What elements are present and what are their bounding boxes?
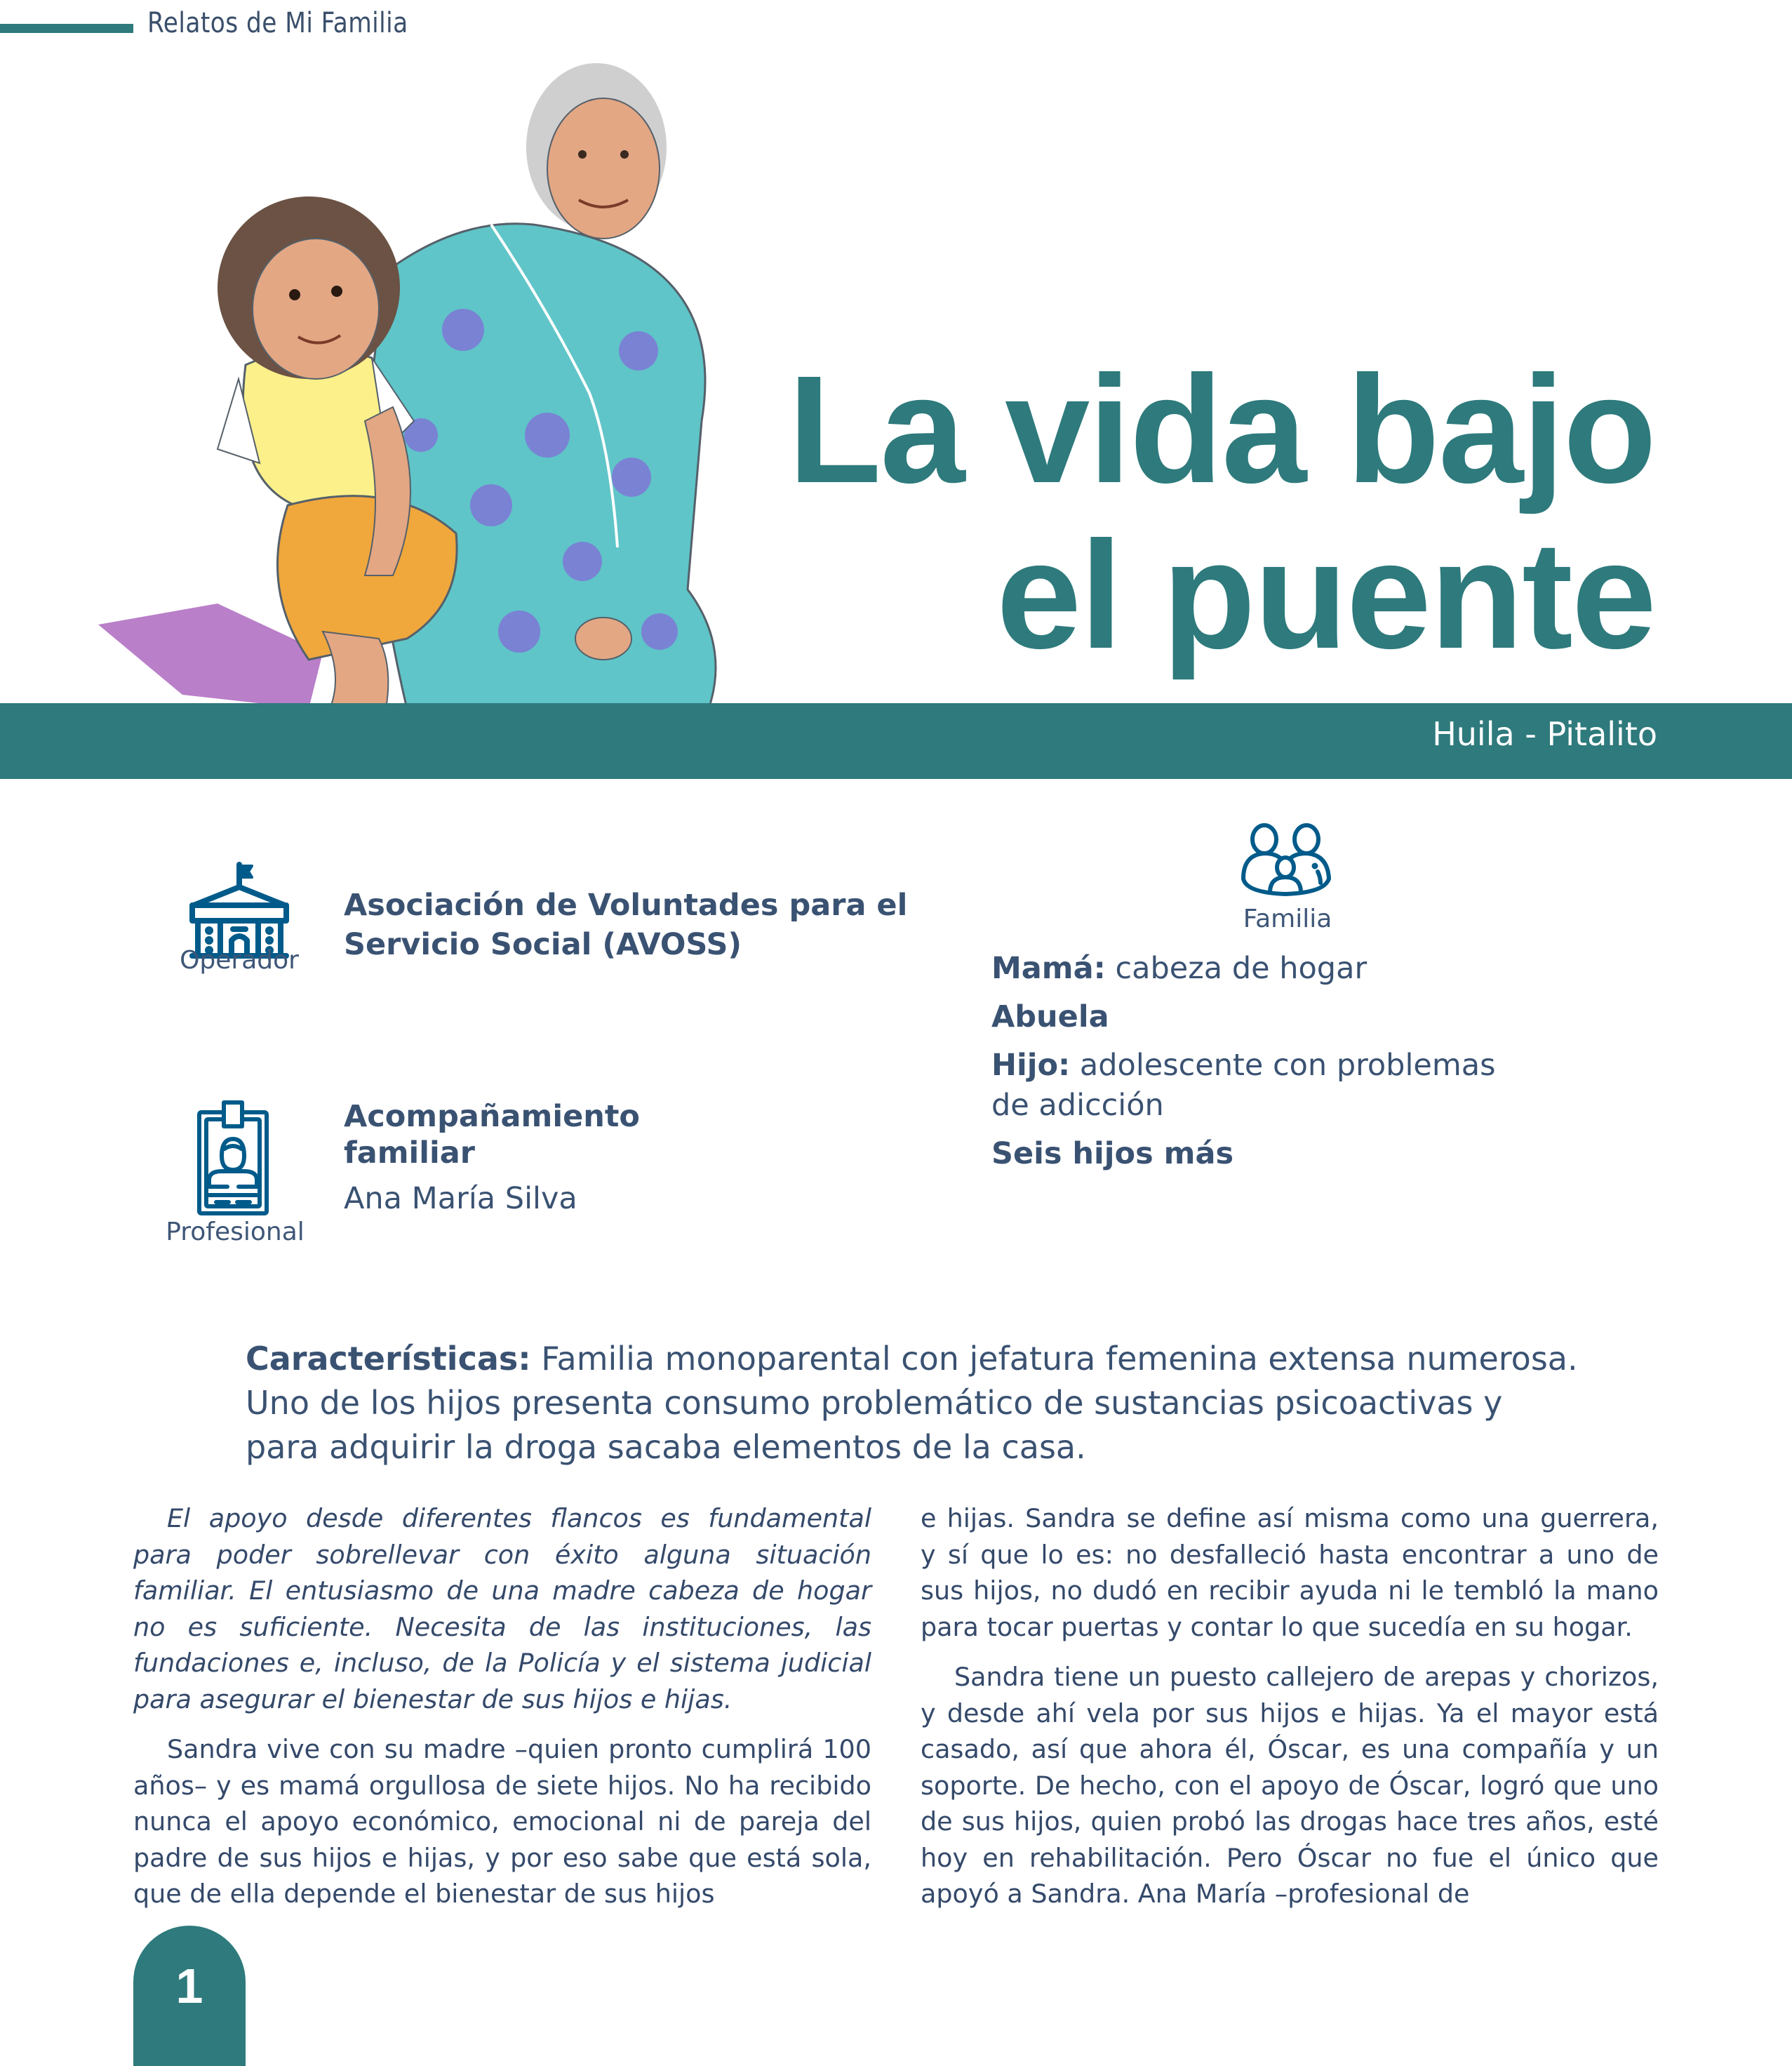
family-member-role: Hijo: [991, 1048, 1071, 1083]
professional-name: Ana María Silva [344, 1181, 577, 1216]
family-label: Familia [1243, 905, 1332, 933]
family-member [991, 949, 1567, 989]
family-member [991, 997, 1567, 1037]
grandmother-face [547, 98, 660, 239]
story-title [788, 347, 1655, 679]
header-accent-bar [0, 24, 133, 33]
child-face [253, 239, 379, 379]
characteristics-block [246, 1337, 1579, 1469]
operator-name: Asociación de Voluntades para el Servicio Social (AVOSS) [344, 888, 908, 962]
family-member [991, 1046, 1525, 1126]
id-badge-icon [196, 1100, 270, 1218]
story-title-line-1: La vida bajo [788, 345, 1655, 515]
family-member-role: Mamá: [991, 951, 1106, 986]
family-member-role: Abuela [991, 999, 1109, 1034]
family-member [991, 1134, 1567, 1174]
story-title-line-2: el puente [996, 510, 1655, 681]
characteristics-label: Características: [246, 1340, 531, 1378]
family-members-list [991, 949, 1567, 1182]
page-number: 1 [175, 1959, 203, 2013]
body-paragraph: Sandra vive con su madre –quien pronto cumplirá 100 años– y es mamá orgullosa de siete hijos. No ha recibido nunca el apoyo económico, emocional ni de pareja del padre de sus hijos e hijas, y por eso sabe que está sola, que de ella depende el bienestar de sus hijos [133, 1734, 871, 1909]
family-illustration [98, 56, 786, 709]
body-paragraph: e hijas. Sandra se define así misma como una guerrera, y sí que lo es: no desfalleció hasta encontrar a uno de sus hijos, no dudó en recibir ayuda ni le tembló la mano para tocar puertas y contar lo que sucedía en su hogar. [921, 1503, 1659, 1642]
body-column-left [133, 1500, 871, 1926]
running-header-title: Relatos de Mi Familia [147, 7, 408, 39]
family-member-role: Seis hijos más [991, 1136, 1234, 1171]
professional-role: Acompañamiento familiar [344, 1099, 640, 1171]
professional-label: Profesional [166, 1218, 305, 1246]
family-member-desc: adolescente con problemas de adicción [991, 1048, 1496, 1123]
family-icon [1241, 822, 1335, 900]
characteristics-text: Familia monoparental con jefatura femenina extensa numerosa. Uno de los hijos presenta consumo problemático de sustancias psicoactivas y para adquirir la droga sacaba elementos de la casa. [246, 1340, 1578, 1466]
body-paragraph-intro: El apoyo desde diferentes flancos es fundamental para poder sobrellevar con éxito alguna situación familiar. El entusiasmo de una madre cabeza de hogar no es suficiente. Necesita de las instituciones, las fundaciones e, incluso, de la Policía y el sistema judicial para asegurar el bienestar de sus hijos e hijas. [133, 1503, 871, 1714]
body-column-right [921, 1500, 1659, 1926]
family-member-desc: cabeza de hogar [1105, 951, 1368, 986]
operator-label: Operador [180, 946, 299, 975]
body-paragraph: Sandra tiene un puesto callejero de arepas y chorizos, y desde ahí vela por sus hijos e hijas. Ya el mayor está casado, así que ahora él, Óscar, es una compañía y un soporte. De hecho, con el apoyo de Óscar, logró que uno de sus hijos, quien probó las drogas hace tres años, esté hoy en rehabilitación. Pero Óscar no fue el único que apoyó a Sandra. Ana María –profesional de [921, 1662, 1659, 1909]
location-text: Huila - Pitalito [1432, 715, 1657, 753]
